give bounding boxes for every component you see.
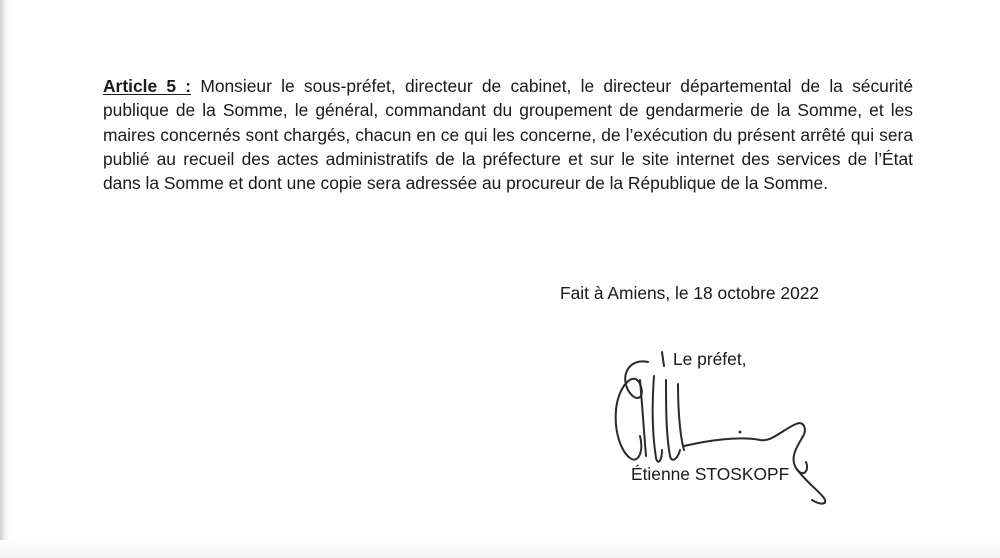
- page-edge-shadow: [0, 0, 10, 558]
- page-bottom-shadow: [0, 540, 1000, 558]
- signatory-name: Étienne STOSKOPF: [631, 464, 790, 484]
- signatory-title: Le préfet,: [673, 349, 747, 369]
- article-text: Monsieur le sous-préfet, directeur de cabinet, le directeur départemental de la sécurité publique de la Somme, le général, commandant du groupement de gendarmerie de la Somme, et les maires concernés sont chargés, chacun en ce qui les concerne, de l’exécution du présent arrêté qui sera publié au recueil des actes administratifs de la préfecture et sur le site internet des services de l’État dans la Somme et dont une copie sera adressée au procureur de la République de la Somme.: [103, 76, 913, 194]
- article-paragraph: [103, 74, 913, 195]
- place-date: Fait à Amiens, le 18 octobre 2022: [560, 283, 820, 303]
- article-label: Article 5 :: [103, 76, 192, 96]
